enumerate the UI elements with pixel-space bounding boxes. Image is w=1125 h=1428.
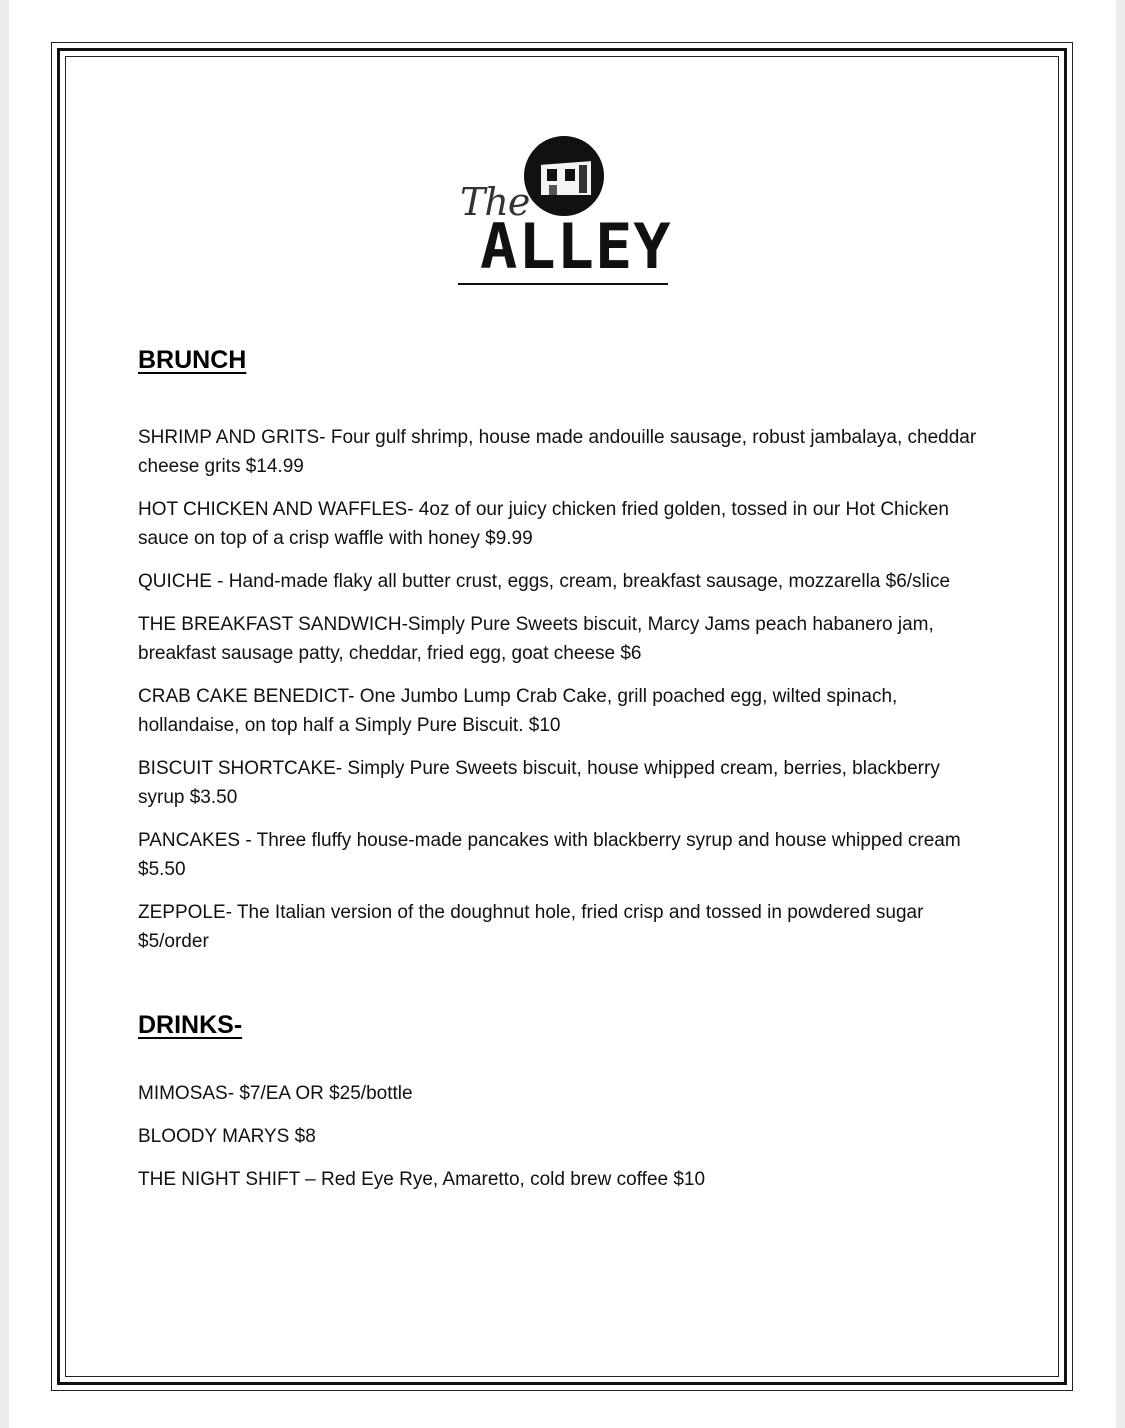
drink-item-night-shift: THE NIGHT SHIFT – Red Eye Rye, Amaretto, cold brew coffee $10 [138, 1169, 706, 1190]
logo-underline [458, 283, 668, 285]
menu-item-shrimp-and-grits: SHRIMP AND GRITS- Four gulf shrimp, house made andouille sausage, robust jambalaya, cheddar cheese grits $14.99 [138, 427, 977, 477]
logo-alley-text: ALLEY [480, 210, 672, 283]
menu-item-pancakes: PANCAKES - Three fluffy house-made pancakes with blackberry syrup and house whipped cream $5.50 [138, 830, 961, 880]
brunch-heading: BRUNCH [138, 346, 247, 374]
menu-item-hot-chicken-and-waffles: HOT CHICKEN AND WAFFLES- 4oz of our juicy chicken fried golden, tossed in our Hot Chicken sauce on top of a crisp waffle with honey $9.99 [138, 499, 949, 549]
menu-item-breakfast-sandwich: THE BREAKFAST SANDWICH-Simply Pure Sweets biscuit, Marcy Jams peach habanero jam, breakfast sausage patty, cheddar, fried egg, goat cheese $6 [138, 614, 934, 664]
drinks-items [138, 1079, 988, 1208]
menu-item-biscuit-shortcake: BISCUIT SHORTCAKE- Simply Pure Sweets biscuit, house whipped cream, berries, blackberry syrup $3.50 [138, 758, 940, 808]
menu-item-quiche: QUICHE - Hand-made flaky all butter crust, eggs, cream, breakfast sausage, mozzarella $6/slice [138, 571, 951, 592]
drink-item-bloody-marys: BLOODY MARYS $8 [138, 1126, 316, 1147]
menu-item-crab-cake-benedict: CRAB CAKE BENEDICT- One Jumbo Lump Crab Cake, grill poached egg, wilted spinach, hollandaise, on top half a Simply Pure Biscuit. $10 [138, 686, 898, 736]
menu-item-zeppole: ZEPPOLE- The Italian version of the doughnut hole, fried crisp and tossed in powdered sugar $5/order [138, 902, 924, 952]
logo-the-text: The [460, 180, 530, 224]
brunch-items [138, 423, 988, 970]
restaurant-logo [455, 132, 671, 292]
drinks-heading: DRINKS- [138, 1011, 243, 1039]
drink-item-mimosas: MIMOSAS- $7/EA OR $25/bottle [138, 1083, 413, 1104]
building-badge-icon [521, 135, 607, 217]
